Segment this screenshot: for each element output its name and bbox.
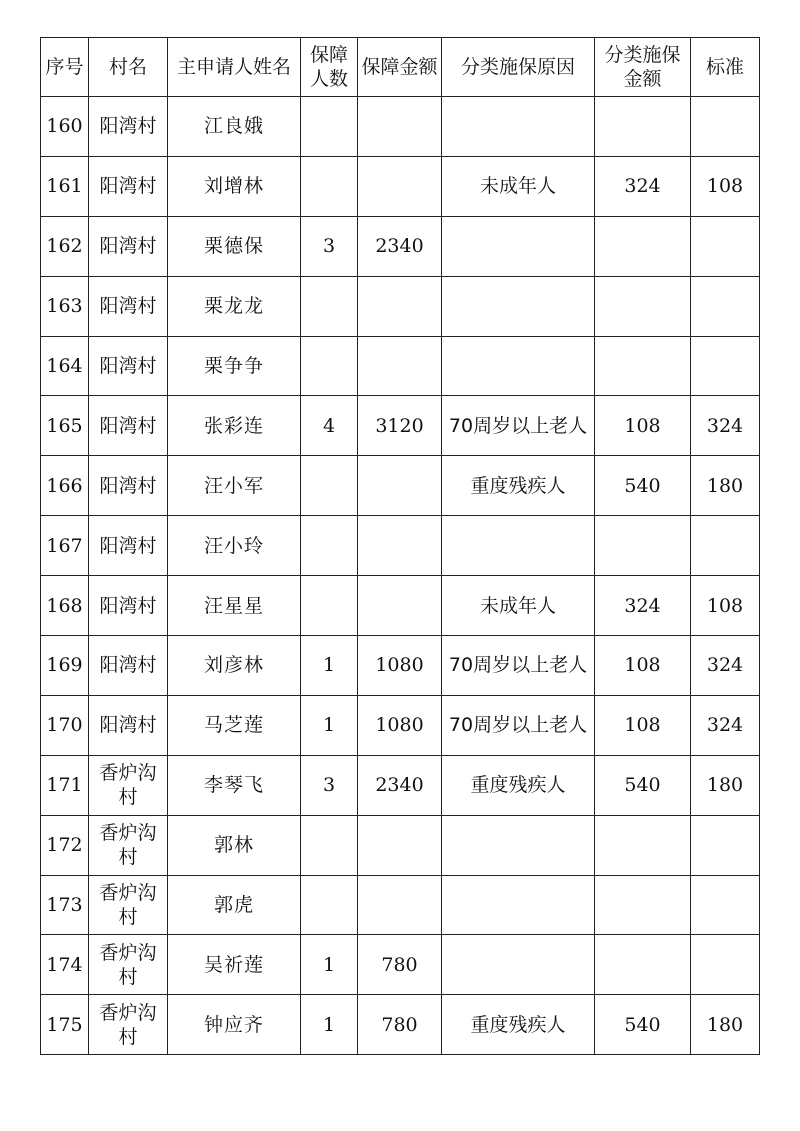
cell-standard (691, 97, 760, 157)
cell-category-reason: 70周岁以上老人 (442, 636, 595, 696)
table-row (41, 516, 760, 576)
cell-insured-amount (358, 516, 442, 576)
table-row (41, 576, 760, 636)
cell-village: 香炉沟村 (89, 875, 168, 935)
document-page (40, 37, 760, 1055)
cell-category-reason (442, 875, 595, 935)
table-row (41, 755, 760, 815)
table-row (41, 456, 760, 516)
cell-standard (691, 216, 760, 276)
cell-category-amount (595, 935, 691, 995)
cell-seq: 168 (41, 576, 89, 636)
cell-standard (691, 815, 760, 875)
table-row (41, 276, 760, 336)
cell-category-reason (442, 516, 595, 576)
cell-applicant: 汪小玲 (168, 516, 301, 576)
cell-category-reason (442, 815, 595, 875)
cell-seq: 169 (41, 636, 89, 696)
cell-insured-amount: 780 (358, 935, 442, 995)
cell-standard: 180 (691, 755, 760, 815)
cell-insured-amount: 780 (358, 995, 442, 1055)
cell-standard (691, 875, 760, 935)
table-row (41, 156, 760, 216)
cell-insured-count: 1 (301, 695, 358, 755)
cell-village: 阳湾村 (89, 97, 168, 157)
header-applicant: 主申请人姓名 (168, 38, 301, 97)
assistance-table (40, 37, 760, 1055)
header-category-reason: 分类施保原因 (442, 38, 595, 97)
cell-insured-count: 3 (301, 216, 358, 276)
cell-category-amount (595, 276, 691, 336)
cell-category-amount: 324 (595, 576, 691, 636)
cell-insured-amount: 2340 (358, 216, 442, 276)
cell-village: 阳湾村 (89, 156, 168, 216)
cell-seq: 162 (41, 216, 89, 276)
table-row (41, 216, 760, 276)
cell-category-reason: 未成年人 (442, 156, 595, 216)
cell-insured-amount (358, 97, 442, 157)
cell-category-amount (595, 875, 691, 935)
table-row (41, 875, 760, 935)
cell-category-reason (442, 935, 595, 995)
cell-insured-count: 1 (301, 995, 358, 1055)
cell-village: 阳湾村 (89, 216, 168, 276)
cell-seq: 166 (41, 456, 89, 516)
cell-seq: 161 (41, 156, 89, 216)
cell-village: 香炉沟村 (89, 755, 168, 815)
cell-insured-amount (358, 456, 442, 516)
cell-seq: 173 (41, 875, 89, 935)
cell-insured-amount (358, 875, 442, 935)
cell-insured-amount: 1080 (358, 636, 442, 696)
cell-insured-amount (358, 336, 442, 396)
cell-standard: 108 (691, 156, 760, 216)
cell-insured-amount: 1080 (358, 695, 442, 755)
table-row (41, 935, 760, 995)
cell-village: 阳湾村 (89, 695, 168, 755)
cell-village: 阳湾村 (89, 336, 168, 396)
cell-category-reason: 70周岁以上老人 (442, 396, 595, 456)
header-village: 村名 (89, 38, 168, 97)
cell-seq: 160 (41, 97, 89, 157)
table-body (41, 97, 760, 1055)
cell-insured-amount (358, 276, 442, 336)
cell-category-amount: 540 (595, 456, 691, 516)
cell-seq: 174 (41, 935, 89, 995)
cell-seq: 175 (41, 995, 89, 1055)
table-row (41, 995, 760, 1055)
cell-insured-count (301, 276, 358, 336)
cell-insured-count (301, 815, 358, 875)
cell-village: 阳湾村 (89, 516, 168, 576)
cell-insured-count (301, 336, 358, 396)
table-row (41, 336, 760, 396)
cell-category-amount: 540 (595, 995, 691, 1055)
cell-insured-count (301, 576, 358, 636)
cell-insured-count (301, 456, 358, 516)
cell-insured-amount (358, 815, 442, 875)
cell-village: 阳湾村 (89, 456, 168, 516)
header-category-amount: 分类施保金额 (595, 38, 691, 97)
cell-applicant: 马芝莲 (168, 695, 301, 755)
table-row (41, 97, 760, 157)
cell-standard: 324 (691, 396, 760, 456)
cell-seq: 170 (41, 695, 89, 755)
cell-category-amount (595, 97, 691, 157)
cell-insured-count: 1 (301, 636, 358, 696)
cell-village: 阳湾村 (89, 396, 168, 456)
cell-standard (691, 935, 760, 995)
cell-applicant: 李琴飞 (168, 755, 301, 815)
cell-insured-amount (358, 576, 442, 636)
cell-applicant: 郭林 (168, 815, 301, 875)
cell-seq: 172 (41, 815, 89, 875)
cell-insured-count: 1 (301, 935, 358, 995)
cell-standard: 180 (691, 995, 760, 1055)
cell-category-amount: 324 (595, 156, 691, 216)
cell-standard (691, 516, 760, 576)
cell-standard (691, 276, 760, 336)
cell-applicant: 张彩连 (168, 396, 301, 456)
cell-applicant: 栗德保 (168, 216, 301, 276)
cell-category-reason: 重度残疾人 (442, 755, 595, 815)
cell-village: 香炉沟村 (89, 935, 168, 995)
cell-category-reason: 未成年人 (442, 576, 595, 636)
cell-village: 阳湾村 (89, 576, 168, 636)
cell-village: 阳湾村 (89, 636, 168, 696)
cell-applicant: 汪星星 (168, 576, 301, 636)
cell-applicant: 栗龙龙 (168, 276, 301, 336)
cell-standard: 108 (691, 576, 760, 636)
table-row (41, 815, 760, 875)
cell-category-reason (442, 336, 595, 396)
cell-applicant: 江良娥 (168, 97, 301, 157)
cell-insured-count (301, 516, 358, 576)
header-standard: 标准 (691, 38, 760, 97)
table-row (41, 396, 760, 456)
cell-applicant: 钟应齐 (168, 995, 301, 1055)
cell-insured-count: 3 (301, 755, 358, 815)
cell-category-amount: 108 (595, 636, 691, 696)
cell-insured-count (301, 156, 358, 216)
cell-applicant: 刘彦林 (168, 636, 301, 696)
cell-standard: 324 (691, 636, 760, 696)
cell-category-reason: 重度残疾人 (442, 456, 595, 516)
cell-standard: 180 (691, 456, 760, 516)
cell-category-amount: 108 (595, 396, 691, 456)
table-header (41, 38, 760, 97)
cell-category-reason (442, 276, 595, 336)
cell-insured-count (301, 875, 358, 935)
header-insured-amount: 保障金额 (358, 38, 442, 97)
cell-insured-count (301, 97, 358, 157)
table-row (41, 636, 760, 696)
cell-category-amount (595, 516, 691, 576)
cell-category-reason (442, 216, 595, 276)
cell-insured-amount: 2340 (358, 755, 442, 815)
cell-applicant: 吴祈莲 (168, 935, 301, 995)
cell-category-reason: 重度残疾人 (442, 995, 595, 1055)
cell-applicant: 汪小军 (168, 456, 301, 516)
cell-standard (691, 336, 760, 396)
cell-standard: 324 (691, 695, 760, 755)
cell-village: 香炉沟村 (89, 995, 168, 1055)
cell-village: 香炉沟村 (89, 815, 168, 875)
cell-insured-amount (358, 156, 442, 216)
cell-seq: 167 (41, 516, 89, 576)
cell-insured-count: 4 (301, 396, 358, 456)
cell-village: 阳湾村 (89, 276, 168, 336)
cell-category-amount: 540 (595, 755, 691, 815)
cell-category-amount (595, 815, 691, 875)
cell-category-amount (595, 336, 691, 396)
cell-category-amount: 108 (595, 695, 691, 755)
cell-insured-amount: 3120 (358, 396, 442, 456)
cell-applicant: 栗争争 (168, 336, 301, 396)
cell-seq: 164 (41, 336, 89, 396)
header-row (41, 38, 760, 97)
cell-seq: 165 (41, 396, 89, 456)
cell-category-reason: 70周岁以上老人 (442, 695, 595, 755)
cell-category-reason (442, 97, 595, 157)
cell-applicant: 郭虎 (168, 875, 301, 935)
header-insured-count: 保障人数 (301, 38, 358, 97)
table-row (41, 695, 760, 755)
cell-category-amount (595, 216, 691, 276)
cell-seq: 163 (41, 276, 89, 336)
cell-applicant: 刘增林 (168, 156, 301, 216)
header-seq: 序号 (41, 38, 89, 97)
cell-seq: 171 (41, 755, 89, 815)
